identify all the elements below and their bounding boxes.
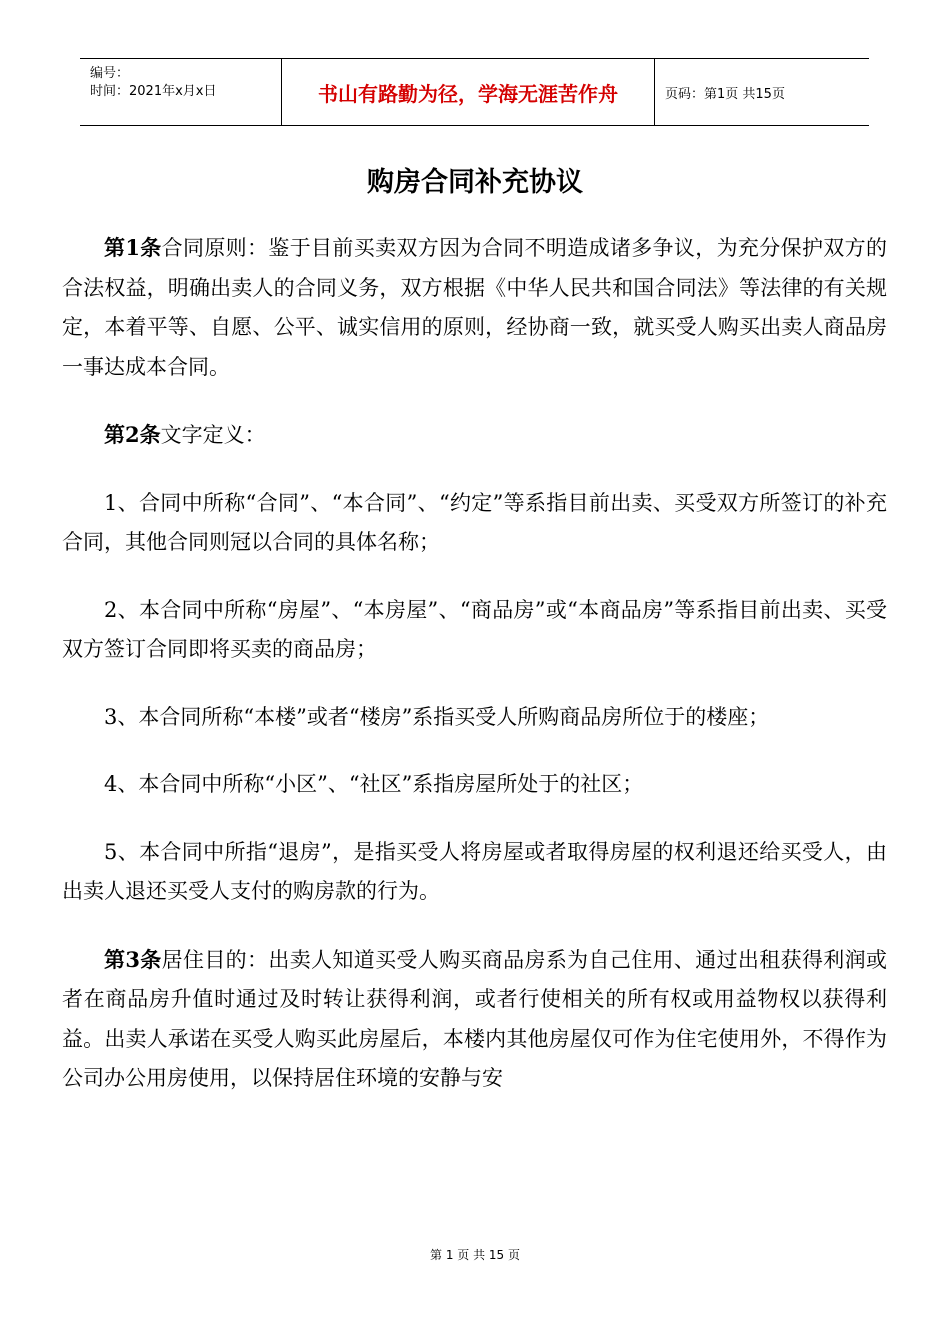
document-title: 购房合同补充协议 — [367, 167, 583, 198]
article-3 — [62, 940, 887, 1099]
article-label: 第2条 — [104, 422, 161, 447]
item-text: 5、本合同中所指“退房”，是指买受人将房屋或者取得房屋的权利退还给买受人，由出卖人退还买受人支付的购房款的行为。 — [62, 839, 887, 903]
definition-item-1 — [62, 484, 887, 563]
serial-number-label: 编号： — [90, 66, 130, 81]
item-text: 4、本合同中所称“小区”、“社区”系指房屋所处于的社区； — [104, 772, 644, 796]
article-text: 文字定义： — [160, 423, 266, 447]
header-motto: 书山有路勤为径，学海无涯苦作舟 — [282, 59, 655, 125]
article-2 — [62, 415, 887, 456]
article-text: 合同原则：鉴于目前买卖双方因为合同不明造成诸多争议，为充分保护双方的合法权益，明确出卖人的合同义务，双方根据《中华人民共和国合同法》等法律的有关规定，本着平等、自愿、公平、诚实信用的原则，经协商一致，就买受人购买出卖人商品房一事达成本合同。 — [62, 236, 887, 379]
document-body — [62, 228, 887, 1127]
header-meta — [80, 59, 282, 125]
article-text: 居住目的：出卖人知道买受人购买商品房系为自己住用、通过出租获得利润或者在商品房升值时通过及时转让获得利润，或者行使相关的所有权或用益物权以获得利益。出卖人承诺在买受人购买此房屋后，本楼内其他房屋仅可作为住宅使用外，不得作为公司办公用房使用，以保持居住环境的安静与安 — [62, 947, 887, 1090]
article-label: 第1条 — [104, 235, 162, 260]
definition-item-4 — [62, 765, 887, 805]
definition-item-3 — [62, 698, 887, 738]
item-text: 1、合同中所称“合同”、“本合同”、“约定”等系指目前出卖、买受双方所签订的补充合同，其他合同则冠以合同的具体名称； — [62, 490, 887, 554]
article-label: 第3条 — [104, 946, 162, 972]
item-text: 3、本合同所称“本楼”或者“楼房”系指买受人所购商品房所位于的楼座； — [104, 704, 770, 729]
article-1 — [62, 228, 887, 387]
page-header — [80, 58, 869, 126]
definition-item-2 — [62, 591, 887, 670]
page-footer: 第 1 页 共 15 页 — [430, 1248, 520, 1262]
definition-item-5 — [62, 833, 887, 912]
item-text: 2、本合同中所称“房屋”、“本房屋”、“商品房”或“本商品房”等系指目前出卖、买受双方签订合同即将买卖的商品房； — [62, 597, 887, 661]
header-page-info: 页码：第1页 共15页 — [665, 86, 785, 102]
date-line: 时间：2021年x月x日 — [90, 84, 217, 99]
